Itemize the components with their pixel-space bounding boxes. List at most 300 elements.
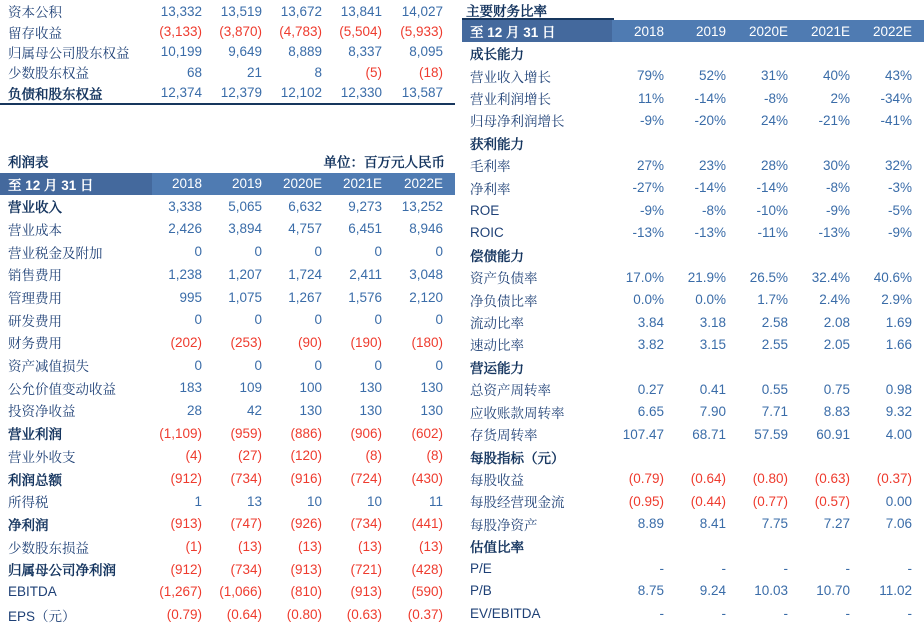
cell-value: 30% — [822, 157, 850, 173]
row-label: EV/EBITDA — [470, 605, 541, 621]
section-header-row — [462, 535, 924, 557]
cell-value: 0.0% — [695, 292, 726, 308]
income-statement-panel — [0, 0, 455, 626]
cell-value: 1.66 — [885, 336, 912, 352]
cell-value: (0.64) — [226, 607, 262, 623]
table-row — [0, 513, 455, 536]
year-header: 2018 — [152, 173, 212, 195]
cell-value: 1,075 — [228, 289, 262, 305]
cell-value: 11% — [637, 90, 664, 106]
cell-value: 10 — [366, 493, 382, 509]
cell-value: 7.71 — [761, 404, 788, 420]
cell-value: 17.0% — [625, 269, 664, 285]
cell-value: (734) — [230, 561, 262, 577]
cell-value: 8,889 — [288, 44, 322, 60]
section-header-row — [462, 132, 924, 154]
cell-value: 0 — [314, 244, 322, 260]
cell-value: -14% — [756, 180, 788, 196]
row-label: 净负债比率 — [470, 293, 538, 309]
financial-ratios-table — [462, 20, 924, 625]
cell-value: 2,120 — [409, 289, 443, 305]
cell-value: 68.71 — [692, 426, 726, 442]
cell-value: 5,065 — [228, 198, 262, 214]
cell-value: - — [721, 561, 726, 577]
cell-value: (5,504) — [339, 24, 382, 40]
table-row — [0, 195, 455, 218]
cell-value: 6,451 — [348, 221, 382, 237]
row-label: 资本公积 — [8, 5, 62, 21]
cell-value: -8% — [763, 90, 788, 106]
cell-value: 28% — [760, 157, 788, 173]
cell-value: 40% — [822, 68, 850, 84]
cell-value: (3,870) — [219, 24, 262, 40]
cell-value: (602) — [411, 425, 443, 441]
cell-value: 32.4% — [811, 269, 850, 285]
cell-value: 0 — [374, 244, 382, 260]
cell-value: 10,199 — [160, 44, 202, 60]
table-row — [462, 311, 924, 333]
cell-value: 13,519 — [220, 3, 262, 19]
cell-value: (190) — [350, 334, 382, 350]
cell-value: (8) — [426, 448, 443, 464]
cell-value — [674, 356, 736, 378]
section-header-row — [462, 244, 924, 266]
cell-value — [736, 244, 798, 266]
cell-value: 23% — [698, 157, 726, 173]
row-label: 毛利率 — [470, 159, 511, 175]
cell-value: - — [659, 561, 664, 577]
cell-value: - — [721, 605, 726, 621]
row-label: 公允价值变动收益 — [8, 381, 116, 397]
row-label: 营业利润增长 — [470, 92, 551, 108]
cell-value: (721) — [350, 561, 382, 577]
cell-value — [798, 535, 860, 557]
cell-value: 13,841 — [340, 3, 382, 19]
cell-value — [612, 132, 674, 154]
cell-value: -41% — [880, 112, 912, 128]
cell-value: (1,066) — [219, 584, 262, 600]
cell-value: 3.15 — [699, 336, 726, 352]
cell-value: (590) — [411, 584, 443, 600]
cell-value: (913) — [170, 516, 202, 532]
cell-value: 0 — [254, 312, 262, 328]
cell-value: -8% — [825, 180, 850, 196]
table-row — [462, 87, 924, 109]
cell-value: 2,411 — [349, 266, 382, 282]
row-label: 投资净收益 — [8, 404, 76, 420]
cell-value: 3.84 — [637, 314, 664, 330]
cell-value: 10.70 — [816, 583, 850, 599]
cell-value: -13% — [818, 224, 850, 240]
cell-value: -14% — [694, 90, 726, 106]
cell-value: 21.9% — [687, 269, 726, 285]
cell-value: (0.63) — [346, 607, 382, 623]
table-row — [462, 580, 924, 602]
cell-value — [612, 244, 674, 266]
table-row — [0, 558, 455, 581]
cell-value — [736, 356, 798, 378]
table-row — [0, 42, 455, 62]
row-label: 营业外收支 — [8, 449, 76, 465]
cell-value: (27) — [237, 448, 262, 464]
table-row — [462, 199, 924, 221]
cell-value: (724) — [350, 471, 382, 487]
cell-value: 4,757 — [288, 221, 322, 237]
balance-sheet-tail-table — [0, 1, 455, 105]
row-label: 营业收入增长 — [470, 69, 551, 85]
cell-value: - — [907, 605, 912, 621]
cell-value: 13,332 — [160, 3, 202, 19]
cell-value: (180) — [411, 334, 443, 350]
cell-value — [736, 535, 798, 557]
cell-value: 8,337 — [348, 44, 382, 60]
cell-value: (0.79) — [628, 471, 664, 487]
table-row — [462, 154, 924, 176]
cell-value: 68 — [186, 64, 202, 80]
cell-value: -34% — [880, 90, 912, 106]
cell-value: (734) — [350, 516, 382, 532]
cell-value: 100 — [299, 380, 322, 396]
row-label: 负债和股东权益 — [0, 83, 152, 104]
cell-value: (428) — [411, 561, 443, 577]
cell-value: -20% — [694, 112, 726, 128]
cell-value: (916) — [290, 471, 322, 487]
table-row — [0, 354, 455, 377]
cell-value: 8 — [314, 64, 322, 80]
cell-value: 3.18 — [699, 314, 726, 330]
cell-value: -11% — [757, 224, 788, 240]
row-label: 净利润 — [8, 517, 49, 533]
cell-value — [798, 445, 860, 467]
cell-value: (13) — [237, 539, 262, 555]
cell-value: 28 — [186, 402, 202, 418]
row-label: 存货周转率 — [470, 428, 538, 444]
cell-value: 8.41 — [699, 516, 726, 532]
cell-value: 8.89 — [637, 516, 664, 532]
cell-value: 0 — [254, 244, 262, 260]
cell-value: (120) — [290, 448, 322, 464]
row-label: 偿债能力 — [470, 248, 524, 264]
cell-value: 107.47 — [622, 426, 664, 442]
table-row — [0, 286, 455, 309]
income-statement-table — [0, 173, 455, 626]
cell-value: 2.4% — [819, 292, 850, 308]
cell-value: 7.06 — [885, 516, 912, 532]
cell-value: - — [845, 605, 850, 621]
cell-value: 11 — [428, 493, 443, 509]
cell-value: (886) — [290, 425, 322, 441]
cell-value: 0.98 — [885, 381, 912, 397]
cell-value: -21% — [818, 112, 850, 128]
cell-value: 130 — [359, 402, 382, 418]
income-statement-title-row — [0, 147, 455, 173]
cell-value: (13) — [297, 539, 322, 555]
cell-value: 60.91 — [816, 426, 850, 442]
table-row — [462, 221, 924, 243]
cell-value: (1,109) — [159, 425, 202, 441]
year-header: 2022E — [392, 173, 455, 195]
cell-value: -10% — [756, 202, 788, 218]
cell-value: (430) — [411, 471, 443, 487]
cell-value: -27% — [632, 180, 664, 196]
cell-value: -9% — [639, 202, 664, 218]
cell-value: 3,048 — [409, 266, 443, 282]
cell-value — [612, 445, 674, 467]
cell-value: 10 — [306, 493, 322, 509]
cell-value: 0 — [374, 357, 382, 373]
cell-value: (253) — [230, 334, 262, 350]
cell-value: 8,946 — [409, 221, 443, 237]
cell-value: 1.69 — [885, 314, 912, 330]
cell-value — [612, 535, 674, 557]
cell-value: 1.7% — [757, 292, 788, 308]
cell-value: 130 — [420, 402, 443, 418]
cell-value: (906) — [350, 425, 382, 441]
cell-value: 130 — [299, 402, 322, 418]
cell-value: 1,267 — [288, 289, 322, 305]
cell-value: 12,102 — [272, 83, 332, 104]
table-row — [0, 467, 455, 490]
cell-value — [860, 445, 924, 467]
cell-value: 11.02 — [879, 583, 912, 599]
column-header-row — [0, 173, 455, 195]
row-label: 归属母公司股东权益 — [8, 45, 130, 61]
cell-value: 13,672 — [280, 3, 322, 19]
cell-value: (912) — [170, 561, 202, 577]
cell-value: (4) — [185, 448, 202, 464]
table-row — [0, 308, 455, 331]
cell-value: 2.55 — [761, 336, 788, 352]
row-label: 成长能力 — [470, 47, 524, 63]
cell-value: - — [907, 561, 912, 577]
row-label: 归属母公司净利润 — [8, 563, 116, 579]
cell-value: 8.75 — [637, 583, 664, 599]
row-label: 少数股东权益 — [8, 66, 89, 82]
cell-value: 130 — [420, 380, 443, 396]
table-row — [462, 602, 924, 624]
row-label: 销售费用 — [8, 268, 62, 284]
cell-value: 57.59 — [754, 426, 788, 442]
table-row — [462, 288, 924, 310]
row-label: 每股净资产 — [470, 517, 538, 533]
cell-value: 0 — [194, 244, 202, 260]
cell-value — [860, 535, 924, 557]
cell-value: 2,426 — [168, 221, 202, 237]
cell-value — [860, 244, 924, 266]
section-header-row — [462, 356, 924, 378]
row-label: 营业税金及附加 — [8, 245, 103, 261]
cell-value — [860, 356, 924, 378]
cell-value — [674, 132, 736, 154]
cell-value — [736, 42, 798, 64]
cell-value — [736, 132, 798, 154]
cell-value: - — [845, 561, 850, 577]
cell-value: 42 — [246, 402, 262, 418]
year-header: 2018 — [612, 20, 674, 42]
cell-value: 1,238 — [168, 266, 202, 282]
year-header: 2019 — [674, 20, 736, 42]
financial-ratios-title: 主要财务比率 — [462, 0, 614, 20]
table-row — [0, 581, 455, 604]
cell-value: - — [783, 605, 788, 621]
row-label: 每股收益 — [470, 472, 524, 488]
unit-label: 单位：百万元人民币 — [323, 154, 445, 170]
cell-value: 0 — [314, 357, 322, 373]
cell-value: 27% — [636, 157, 664, 173]
cell-value: (0.44) — [690, 493, 726, 509]
row-label: 营业成本 — [8, 222, 62, 238]
cell-value: (441) — [411, 516, 443, 532]
cell-value: 0 — [435, 312, 443, 328]
row-label: 少数股东损益 — [8, 540, 89, 556]
cell-value: (747) — [230, 516, 262, 532]
row-label: 估值比率 — [470, 540, 524, 556]
cell-value: -5% — [887, 202, 912, 218]
cell-value: 0 — [194, 357, 202, 373]
cell-value: (13) — [357, 539, 382, 555]
cell-value: (0.37) — [876, 471, 912, 487]
cell-value: 2% — [830, 90, 850, 106]
table-row — [0, 331, 455, 354]
cell-value — [674, 42, 736, 64]
cell-value: 1,576 — [348, 289, 382, 305]
table-row — [462, 333, 924, 355]
cell-value: - — [783, 561, 788, 577]
row-label: 营业利润 — [8, 427, 62, 443]
cell-value: 40.6% — [873, 269, 912, 285]
year-header: 2019 — [212, 173, 272, 195]
row-label: 每股指标（元） — [470, 450, 565, 466]
row-label: 留存收益 — [8, 25, 62, 41]
row-label: 应收账款周转率 — [470, 405, 565, 421]
cell-value: 0 — [435, 357, 443, 373]
table-row — [462, 423, 924, 445]
table-row — [0, 535, 455, 558]
cell-value: (1) — [185, 539, 202, 555]
row-label: 营运能力 — [470, 360, 524, 376]
cell-value: 0.0% — [633, 292, 664, 308]
cell-value — [798, 356, 860, 378]
table-row — [462, 490, 924, 512]
cell-value: -13% — [694, 224, 726, 240]
row-label: 获利能力 — [470, 136, 524, 152]
cell-value: -9% — [639, 112, 664, 128]
cell-value: (959) — [230, 425, 262, 441]
cell-value: 0.75 — [823, 381, 850, 397]
table-row — [462, 557, 924, 579]
cell-value: (734) — [230, 471, 262, 487]
cell-value: -9% — [887, 224, 912, 240]
row-label: P/E — [470, 561, 492, 577]
table-row — [462, 109, 924, 131]
cell-value: 183 — [179, 380, 202, 396]
table-row — [0, 445, 455, 468]
cell-value: 32% — [884, 157, 912, 173]
cell-value: (1,267) — [159, 584, 202, 600]
cell-value: (5) — [365, 64, 382, 80]
row-label: 每股经营现金流 — [470, 495, 565, 511]
table-row — [462, 378, 924, 400]
row-label: 总资产周转率 — [470, 383, 551, 399]
cell-value — [674, 244, 736, 266]
row-label: EPS（元） — [8, 608, 76, 624]
cell-value: 3,338 — [168, 198, 202, 214]
year-header: 2020E — [272, 173, 332, 195]
row-label: EBITDA — [8, 584, 57, 600]
cell-value: 2.05 — [823, 336, 850, 352]
table-row — [0, 399, 455, 422]
cell-value: 43% — [884, 68, 912, 84]
row-label: 财务费用 — [8, 336, 62, 352]
column-header-row — [462, 20, 924, 42]
cell-value: (8) — [365, 448, 382, 464]
cell-value: (0.80) — [286, 607, 322, 623]
cell-value: 9.24 — [699, 583, 726, 599]
table-row — [0, 376, 455, 399]
table-row — [462, 401, 924, 423]
row-label: 净利率 — [470, 181, 511, 197]
cell-value — [798, 42, 860, 64]
table-row — [0, 263, 455, 286]
table-row — [462, 468, 924, 490]
section-header-row — [462, 445, 924, 467]
cell-value: 0 — [314, 312, 322, 328]
cell-value: (810) — [290, 584, 322, 600]
cell-value: 130 — [359, 380, 382, 396]
table-row — [0, 83, 455, 104]
table-row — [462, 176, 924, 198]
row-label: 研发费用 — [8, 313, 62, 329]
table-row — [0, 422, 455, 445]
cell-value: 12,374 — [152, 83, 212, 104]
cell-value — [798, 244, 860, 266]
cell-value: 31% — [760, 68, 788, 84]
cell-value: 9,273 — [348, 198, 382, 214]
cell-value: (0.64) — [690, 471, 726, 487]
cell-value: (0.77) — [752, 493, 788, 509]
cell-value: (90) — [297, 334, 322, 350]
cell-value — [674, 445, 736, 467]
cell-value: (5,933) — [400, 24, 443, 40]
cell-value: 0 — [374, 312, 382, 328]
cell-value: 52% — [698, 68, 726, 84]
cell-value: (0.79) — [166, 607, 202, 623]
cell-value: 79% — [636, 68, 664, 84]
cell-value: (912) — [170, 471, 202, 487]
cell-value — [736, 445, 798, 467]
cell-value: (0.95) — [628, 493, 664, 509]
row-label: ROE — [470, 202, 500, 218]
table-row — [0, 603, 455, 626]
cell-value: 7.90 — [699, 404, 726, 420]
cell-value — [860, 42, 924, 64]
cell-value: (926) — [290, 516, 322, 532]
cell-value: 12,379 — [212, 83, 272, 104]
row-label: 流动比率 — [470, 316, 524, 332]
period-header-label: 至 12 月 31 日 — [462, 20, 612, 42]
cell-value: 21 — [246, 64, 262, 80]
cell-value: 3,894 — [228, 221, 262, 237]
cell-value: 24% — [760, 112, 788, 128]
table-row — [0, 21, 455, 41]
table-row — [0, 218, 455, 241]
cell-value: (0.80) — [752, 471, 788, 487]
cell-value: (913) — [350, 584, 382, 600]
cell-value: 7.27 — [823, 516, 850, 532]
cell-value: 8.83 — [823, 404, 850, 420]
row-label: 营业收入 — [8, 200, 62, 216]
row-label: 归母净利润增长 — [470, 114, 565, 130]
